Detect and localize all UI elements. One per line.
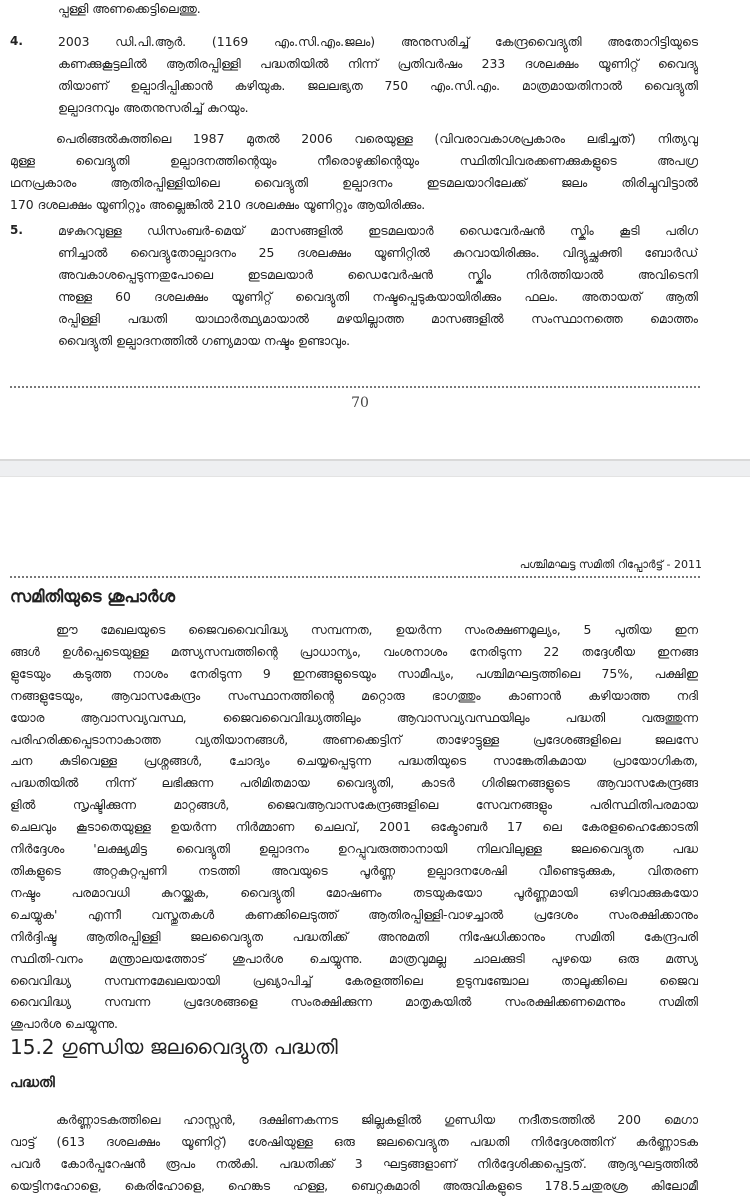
list-item-4: [58, 31, 698, 119]
text-line: രപ്പിള്ളി പദ്ധതി യാഥാർത്ഥ്യമായാൽ മഴയില്ലാത്ത മാസങ്ങളിൽ സംസ്ഥാനത്തെ മൊത്തം: [58, 311, 698, 326]
text-line: നങ്ങളുടേയും, ആവാസകേന്ദ്രം സംസ്ഥാനത്തിന്റെ മറ്റൊരു ഭാഗത്തും കാണാൻ കഴിയാത്ത നദി: [10, 687, 698, 703]
paragraph-peringalkuthu: [10, 128, 698, 216]
text-line: വൈവിദ്ധ്യ സമ്പന്ന പ്രദേശങ്ങളെ സംരക്ഷിക്കുന്ന മാതൃകയിൽ സംരക്ഷിക്കണമെന്നും സമിതി: [10, 994, 698, 1010]
text-line: പദ്ധതിയിൽ നിന്ന് ലഭിക്കുന്ന പരിമിതമായ വൈദ്യുതി, കാടർ ഗിരിജനങ്ങളുടെ ആവാസകേന്ദ്രങ്ങ: [10, 775, 698, 791]
text-line: ഉല്പാദനവും അതനുസരിച്ച് കുറയും.: [58, 100, 249, 115]
text-line: നിർദ്ദിഷ്ട ആതിരപ്പിള്ളി ജലവൈദ്യുത പദ്ധതിക്ക് അനുമതി നിഷേധിക്കാനും സമിതി കേന്ദ്രപരി: [10, 928, 698, 944]
footer-divider: [10, 386, 700, 388]
text-line: മഴകുറവുള്ള ഡിസംബർ-മെയ് മാസങ്ങളിൽ ഇടമലയാർ ഡൈവേർഷൻ സ്കിം കൂടി പരിഗ: [58, 223, 698, 238]
document-page-71: [0, 477, 750, 1200]
section-title: സമിതിയുടെ ശുപാർശ: [10, 587, 176, 606]
text-line: 170 ദശലക്ഷം യൂണിറ്റും അല്ലെങ്കിൽ 210 ദശലക്ഷം യൂണിറ്റും ആയിരിക്കും.: [10, 197, 426, 212]
chapter-heading: 15.2 ഗുണ്ഡിയ ജലവൈദ്യുത പദ്ധതി: [10, 1035, 338, 1059]
document-page-70: [0, 0, 750, 459]
project-paragraph: [10, 1109, 698, 1197]
text-line: ശുപാർശ ചെയ്യുന്നു.: [10, 1016, 118, 1032]
text-line: ങ്ങൾ ഉൾപ്പെടെയുള്ള മത്സ്യസമ്പത്തിന്റെ പ്രാധാന്യം, വംശനാശം നേരിടുന്ന 22 തദ്ദേശീയ ഇനങ്ങ: [10, 643, 698, 659]
list-number-4: 4.: [10, 34, 23, 48]
text-line: വാട്ട് (613 ദശലക്ഷം യൂണിറ്റ്) ശേഷിയുള്ള ഒരു ജലവൈദ്യുത പദ്ധതി നിർദ്ദേശത്തിന് കർണ്ണാടക: [10, 1134, 698, 1149]
text-line: ഈ മേഖലയുടെ ജൈവവൈവിദ്ധ്യ സമ്പന്നത, ഉയർന്ന സംരക്ഷണമൂല്യം, 5 പുതിയ ഇന: [56, 622, 698, 637]
text-line: ഥനപ്രകാരം ആതിരപ്പിള്ളിയിലെ വൈദ്യുതി ഉല്പാദനം ഇടമലയാറിലേക്ക് ജലം തിരിച്ചുവിട്ടാൽ: [10, 175, 698, 190]
text-line: യോര ആവാസവ്യവസ്ഥ, ജൈവവൈവിദ്ധ്യത്തിലും ആവാസവ്യവസ്ഥയിലും പദ്ധതി വരുത്തുന്ന: [10, 709, 698, 725]
header-divider: [10, 576, 700, 578]
text-line: തികളുടെ അറ്റകുറ്റപ്പണി നടത്തി അവയുടെ പൂർണ്ണ ഉല്പാദനശേഷി വീണ്ടെടുക്കുക, വിതരണ: [10, 862, 698, 878]
text-line: പരിഹരിക്കപ്പെടാനാകാത്ത വ്യതിയാനങ്ങൾ, അണക്കെട്ടിന് താഴോട്ടുള്ള പ്രദേശങ്ങളിലെ ജലസേ: [10, 731, 698, 747]
text-line: ളുടേയും കടുത്ത നാശം നേരിടുന്ന 9 ഇനങ്ങളുടെയും സാമീപ്യം, പശ്ചിമഘട്ടത്തിലെ 75%, പക്ഷിഇ: [10, 665, 698, 681]
text-line: തിയാണ് ഉല്പാദിപ്പിക്കാൻ കഴിയുക. ജലലഭ്യത 750 എം.സി.എം. മാത്രമായതിനാൽ വൈദ്യുതി: [58, 78, 698, 93]
subheading: പദ്ധതി: [10, 1075, 55, 1091]
page-separator: [0, 459, 750, 477]
text-line: പ്പള്ളി അണക്കെട്ടിലെത്തു.: [58, 1, 201, 16]
text-line: അവകാശപ്പെടുന്നതുപോലെ ഇടമലയാർ ഡൈവേർഷൻ സ്കിം നിർത്തിയാൽ അവിടെനി: [58, 267, 698, 282]
text-line: വൈവിദ്ധ്യ സമ്പന്നമേഖലയായി പ്രഖ്യാപിച്ച് കേരളത്തിലെ ഉടുമ്പഞ്ചോല താലൂക്കിലെ ജൈവ: [10, 972, 698, 988]
text-line: വൈദ്യുതി ഉല്പാദനത്തിൽ ഗണ്യമായ നഷ്ടം ഉണ്ടാവും.: [58, 333, 351, 348]
text-line: യെട്ടിനഹോളെ, കെരിഹോളെ, ഹെങ്കട ഹള്ള, ബെറ്റകുമാരി അരുവികളുടെ 178.5ചതുരശ്ര കിലോമീ: [10, 1178, 698, 1193]
text-line: ചന കുടിവെള്ള പ്രശ്നങ്ങൾ, ചോദ്യം ചെയ്യപ്പെടുന്ന പദ്ധതിയുടെ സാങ്കേതികമായ പ്രായോഗികത,: [10, 753, 698, 769]
text-line: പവർ കോർപ്പറേഷൻ രൂപം നൽകി. പദ്ധതിക്ക് 3 ഘട്ടങ്ങളാണ് നിർദ്ദേശിക്കപ്പെട്ടത്. ആദ്യഘട്ടത്തിൽ: [10, 1156, 698, 1171]
page-number: 70: [351, 395, 369, 411]
text-line: സ്ഥിതി-വനം മന്ത്രാലയത്തോട് ശുപാർശ ചെയ്യുന്നു. മാത്രവുമല്ല ചാലക്കുടി പുഴയെ ഒരു മത്സ്യ: [10, 950, 698, 966]
text-line: ന്നുള്ള 60 ദശലക്ഷം യൂണിറ്റ് വൈദ്യുതി നഷ്ടപ്പെടുകയായിരിക്കും ഫലം. അതായത് ആതി: [58, 289, 698, 304]
text-line: കണക്കുകൂട്ടലിൽ ആതിരപ്പിള്ളി പദ്ധതിയിൽ നിന്ന് പ്രതിവർഷം 233 ദശലക്ഷം യൂണിറ്റ് വൈദ്യു: [58, 56, 698, 71]
text-line: പെരിങ്ങൽകുത്തിലെ 1987 മുതൽ 2006 വരെയുള്ള (വിവരാവകാശപ്രകാരം ലഭിച്ചത്) നിത്യവു: [56, 131, 698, 146]
text-line: ണിച്ചാൽ വൈദ്യുതോല്പാദനം 25 ദശലക്ഷം യൂണിറ്റിൽ കുറവായിരിക്കും. വിദ്യുച്ഛക്തി ബോർഡ്: [58, 245, 698, 260]
text-line: നിർദ്ദേശം 'ലക്ഷ്യമിട്ട വൈദ്യുതി ഉല്പാദനം ഉറപ്പുവരുത്താനായി നിലവിലുള്ള ജലവൈദ്യുത പദ്ധ: [10, 841, 698, 857]
running-header: പശ്ചിമഘട്ട സമിതി റിപ്പോർട്ട് - 2011: [519, 558, 702, 571]
text-line: 2003 ഡി.പി.ആർ. (1169 എം.സി.എം.ജലം) അനുസരിച്ച് കേന്ദ്രവൈദ്യുതി അതോറിട്ടിയുടെ: [58, 34, 698, 49]
text-line: കർണ്ണാടകത്തിലെ ഹാസ്സൻ, ദക്ഷിണകന്നട ജില്ലകളിൽ ഗുണ്ഡിയ നദീതടത്തിൽ 200 മെഗാ: [56, 1112, 698, 1127]
text-line: നഷ്ടം പരമാവധി കുറയ്ക്കുക, വൈദ്യുതി മോഷണം തടയുകയോ പൂർണ്ണമായി ഒഴിവാക്കുകയോ: [10, 884, 698, 900]
list-item-5: [58, 220, 698, 352]
text-line: ചെലവും കൂടാതെയുള്ള ഉയർന്ന നിർമ്മാണ ചെലവ്, 2001 ഒക്ടോബർ 17 ലെ കേരളഹൈക്കോടതി: [10, 819, 698, 835]
list-number-5: 5.: [10, 223, 23, 237]
text-line: മുള്ള വൈദ്യുതി ഉല്പാദനത്തിന്റെയും നീരൊഴുക്കിന്റെയും സ്ഥിതിവിവരക്കണക്കുകളുടെ അപഗ്ര: [10, 153, 698, 168]
text-line: ളിൽ സൃഷ്ടിക്കുന്ന മാറ്റങ്ങൾ, ജൈവആവാസകേന്ദ്രങ്ങളിലെ സേവനങ്ങളും പരിസ്ഥിതിപരമായ: [10, 797, 698, 813]
recommendation-paragraph: [10, 619, 698, 1035]
continuation-line: [58, 0, 698, 20]
text-line: ചെയ്യുക' എന്നീ വസ്തുതകൾ കണക്കിലെടുത്ത് ആതിരപ്പിള്ളി-വാഴച്ചാൽ പ്രദേശം സംരക്ഷിക്കാനും: [10, 906, 698, 922]
